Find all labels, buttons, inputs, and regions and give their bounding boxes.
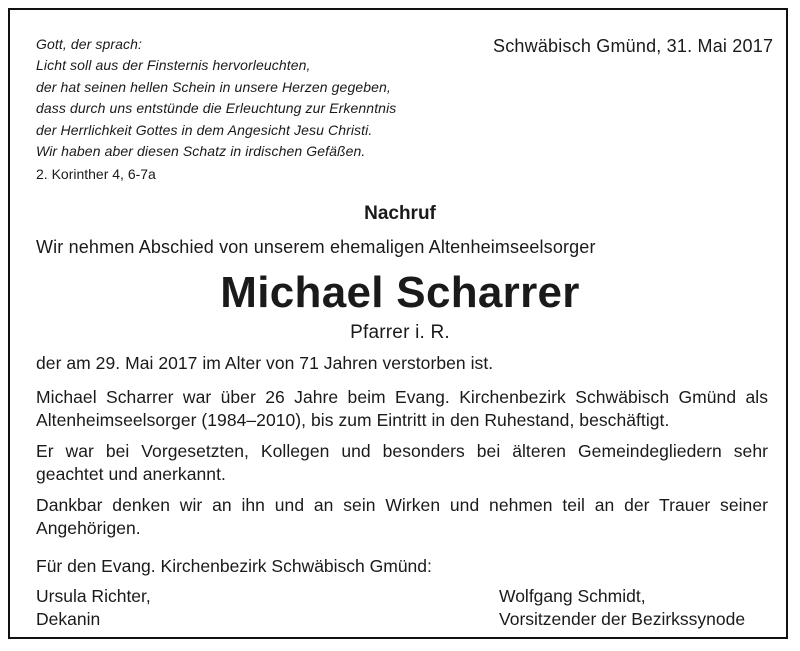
verse-reference: 2. Korinther 4, 6-7a <box>36 166 156 183</box>
body-paragraph: Michael Scharrer war über 26 Jahre beim Evang. Kirchenbezirk Schwäbisch Gmünd als Altenheimseelsorger (1984–2010), bis zum Eintritt in den Ruhestand, beschäftigt. <box>36 387 768 430</box>
signer-name: Wolfgang Schmidt, <box>499 586 646 606</box>
signer-role: Dekanin <box>36 609 101 629</box>
notice-heading: Nachruf <box>364 203 436 224</box>
intro-line: Wir nehmen Abschied von unserem ehemaligen Altenheimseelsorger <box>36 237 596 257</box>
bible-verse-block <box>36 34 476 182</box>
verse-line: Gott, der sprach: <box>36 36 142 52</box>
verse-line: der Herrlichkeit Gottes in dem Angesicht Jesu Christi. <box>36 121 373 138</box>
signature-right <box>499 585 745 631</box>
signer-role: Vorsitzender der Bezirkssynode <box>499 609 746 629</box>
verse-line: Wir haben aber diesen Schatz in irdischen Gefäßen. <box>36 143 366 160</box>
deceased-title: Pfarrer i. R. <box>350 322 450 343</box>
body-paragraph: Dankbar denken wir an ihn und an sein Wirken und nehmen teil an der Trauer seiner Angehörigen. <box>36 495 768 538</box>
obituary-notice <box>8 8 788 639</box>
signature-left <box>36 585 151 631</box>
deceased-name: Michael Scharrer <box>220 268 580 317</box>
verse-line: dass durch uns entstünde die Erleuchtung zur Erkenntnis <box>36 100 397 117</box>
signer-name: Ursula Richter, <box>36 586 151 606</box>
verse-line: der hat seinen hellen Schein in unsere Herzen gegeben, <box>36 78 391 95</box>
closing-greeting: Für den Evang. Kirchenbezirk Schwäbisch Gmünd: <box>36 556 432 576</box>
body-paragraph: Er war bei Vorgesetzten, Kollegen und besonders bei älteren Gemeindegliedern sehr geachtet und anerkannt. <box>36 441 768 484</box>
verse-line: Licht soll aus der Finsternis hervorleuchten, <box>36 57 311 74</box>
place-and-date: Schwäbisch Gmünd, 31. Mai 2017 <box>493 36 774 56</box>
body-paragraph: der am 29. Mai 2017 im Alter von 71 Jahren verstorben ist. <box>36 353 494 373</box>
